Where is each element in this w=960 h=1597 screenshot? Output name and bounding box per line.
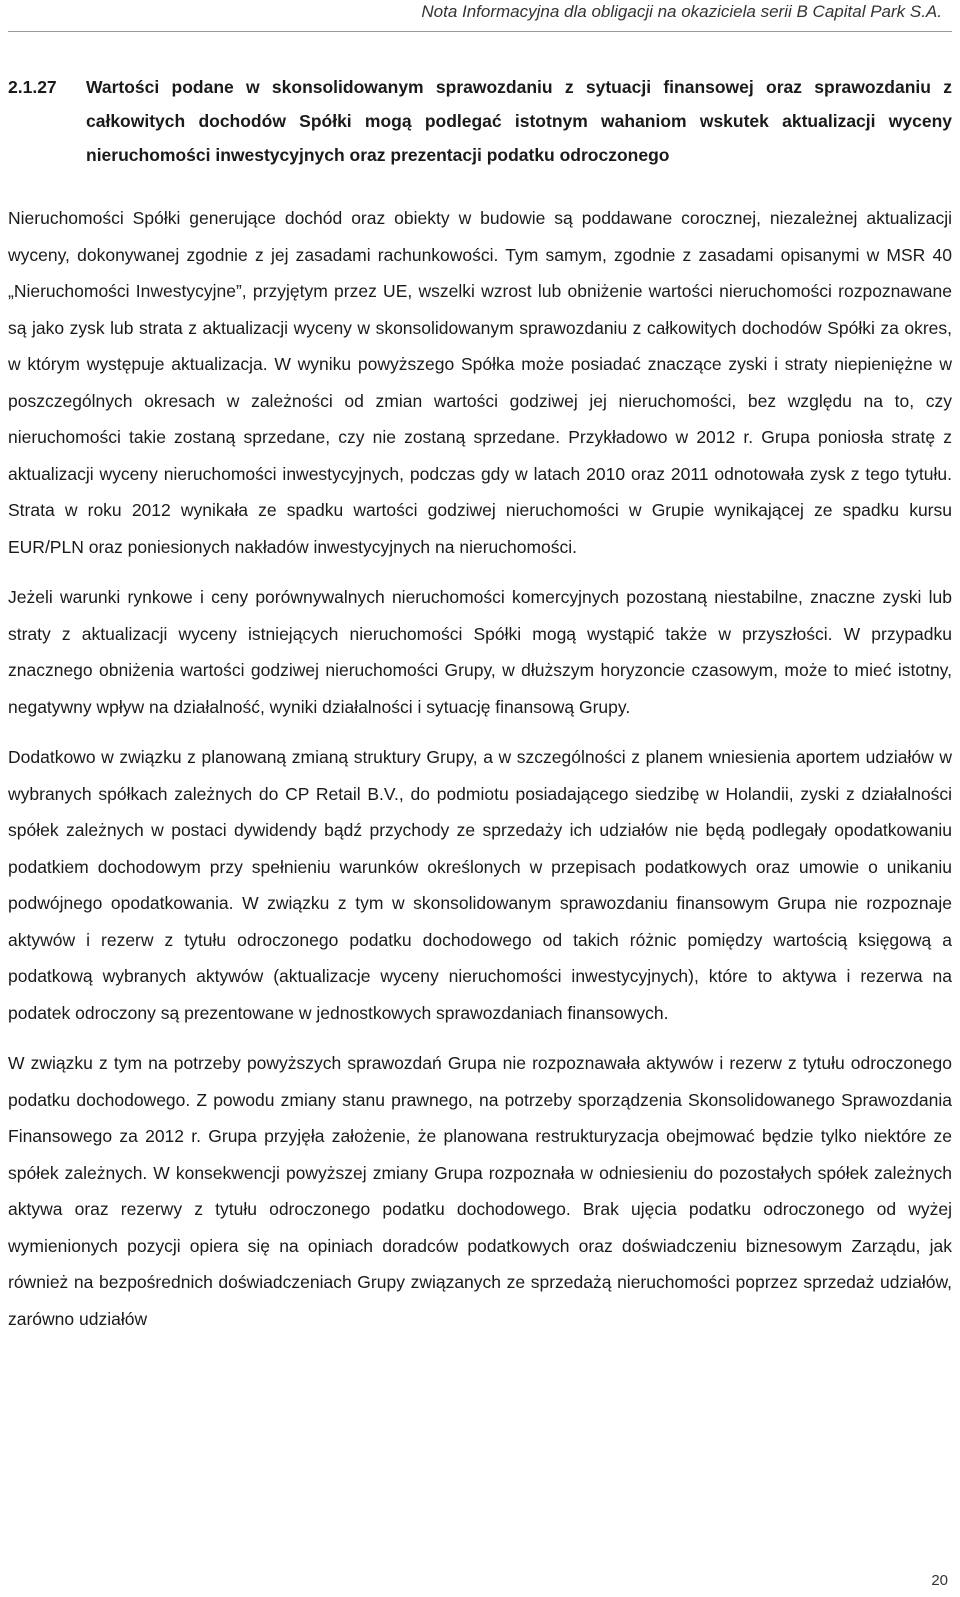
section-title: Wartości podane w skonsolidowanym sprawozdaniu z sytuacji finansowej oraz sprawozdaniu z całkowitych dochodów Spółki mogą podlegać istotnym wahaniom wskutek aktualizacji wyceny nieruchomości inwestycyjnych oraz prezentacji podatku odroczonego bbox=[86, 77, 952, 165]
document-body bbox=[8, 200, 952, 1351]
paragraph: W związku z tym na potrzeby powyższych sprawozdań Grupa nie rozpoznawała aktywów i rezerw z tytułu odroczonego podatku dochodowego. Z powodu zmiany stanu prawnego, na potrzeby sporządzenia Skonsolidowanego Sprawozdania Finansowego za 2012 r. Grupa przyjęła założenie, że planowana restrukturyzacja obejmować będzie tylko niektóre ze spółek zależnych. W konsekwencji powyższej zmiany Grupa rozpoznała w odniesieniu do pozostałych spółek zależnych aktywa oraz rezerwy z tytułu odroczonego podatku dochodowego. Brak ujęcia podatku odroczonego od wyżej wymienionych pozycji opiera się na opiniach doradców podatkowych oraz doświadczeniu biznesowym Zarządu, jak również na bezpośrednich doświadczeniach Grupy związanych ze sprzedażą nieruchomości poprzez sprzedaż udziałów, zarówno udziałów bbox=[8, 1053, 952, 1329]
document-header: Nota Informacyjna dla obligacji na okaziciela serii B Capital Park S.A. bbox=[421, 2, 942, 21]
paragraph: Dodatkowo w związku z planowaną zmianą struktury Grupy, a w szczególności z planem wniesienia aportem udziałów w wybranych spółkach zależnych do CP Retail B.V., do podmiotu posiadającego siedzibę w Holandii, zyski z działalności spółek zależnych w postaci dywidendy bądź przychody ze sprzedaży ich udziałów nie będą podlegały opodatkowaniu podatkiem dochodowym przy spełnieniu warunków określonych w przepisach podatkowych oraz umowie o unikaniu podwójnego opodatkowania. W związku z tym w skonsolidowanym sprawozdaniu finansowym Grupa nie rozpoznaje aktywów i rezerw z tytułu odroczonego podatku dochodowego od takich różnic pomiędzy wartością księgową a podatkową wybranych aktywów (aktualizacje wyceny nieruchomości inwestycyjnych), które to aktywa i rezerwa na podatek odroczony są prezentowane w jednostkowych sprawozdaniach finansowych. bbox=[8, 747, 952, 1023]
paragraph: Nieruchomości Spółki generujące dochód oraz obiekty w budowie są poddawane corocznej, niezależnej aktualizacji wyceny, dokonywanej zgodnie z jej zasadami rachunkowości. Tym samym, zgodnie z zasadami opisanymi w MSR 40 „Nieruchomości Inwestycyjne”, przyjętym przez UE, wszelki wzrost lub obniżenie wartości nieruchomości rozpoznawane są jako zysk lub strata z aktualizacji wyceny w skonsolidowanym sprawozdaniu z całkowitych dochodów Spółki za okres, w którym występuje aktualizacja. W wyniku powyższego Spółka może posiadać znaczące zyski i straty niepieniężne w poszczególnych okresach w zależności od zmian wartości godziwej jej nieruchomości, bez względu na to, czy nieruchomości takie zostaną sprzedane, czy nie zostaną sprzedane. Przykładowo w 2012 r. Grupa poniosła stratę z aktualizacji wyceny nieruchomości inwestycyjnych, podczas gdy w latach 2010 oraz 2011 odnotowała zysk z tego tytułu. Strata w roku 2012 wynikała ze spadku wartości godziwej nieruchomości w Grupie wynikającej ze spadku kursu EUR/PLN oraz poniesionych nakładów inwestycyjnych na nieruchomości. bbox=[8, 208, 952, 557]
section-number: 2.1.27 bbox=[8, 77, 57, 97]
header-divider bbox=[8, 31, 952, 32]
section-heading bbox=[8, 70, 952, 172]
section-heading-block bbox=[8, 70, 952, 172]
page-number: 20 bbox=[931, 1572, 948, 1589]
paragraph: Jeżeli warunki rynkowe i ceny porównywalnych nieruchomości komercyjnych pozostaną niestabilne, znaczne zyski lub straty z aktualizacji wyceny istniejących nieruchomości Spółki mogą wystąpić także w przyszłości. W przypadku znacznego obniżenia wartości godziwej nieruchomości Grupy, w dłuższym horyzoncie czasowym, może to mieć istotny, negatywny wpływ na działalność, wyniki działalności i sytuację finansową Grupy. bbox=[8, 587, 952, 717]
